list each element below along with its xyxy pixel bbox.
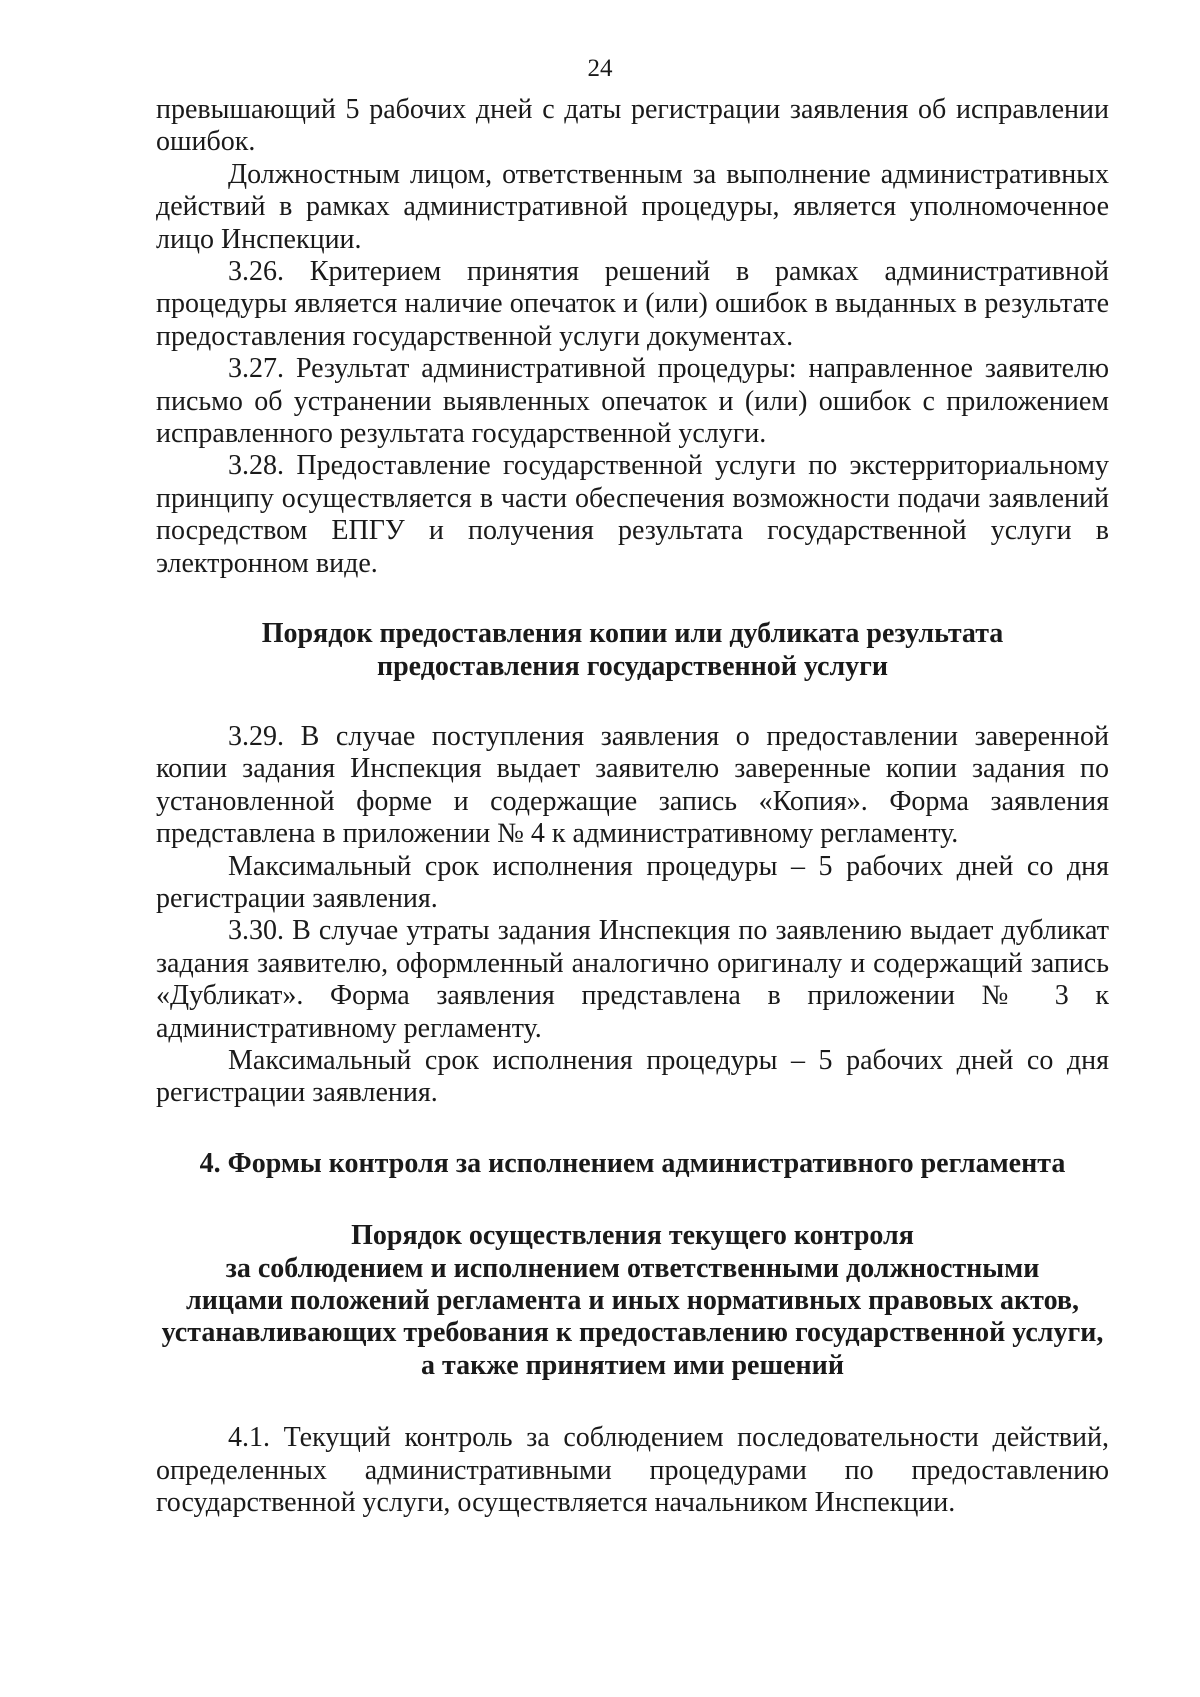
paragraph-responsible-official: Должностным лицом, ответственным за выполнение административных действий в рамках административной процедуры, является уполномоченное лицо Инспекции. bbox=[156, 158, 1109, 255]
paragraph-3-30: 3.30. В случае утраты задания Инспекция по заявлению выдает дубликат задания заявителю, оформленный аналогично оригиналу и содержащий запись «Дубликат». Форма заявления представлена в приложении № 3 к административному регламенту. bbox=[156, 915, 1109, 1044]
heading-line: Порядок предоставления копии или дубликата результата bbox=[261, 618, 1004, 650]
heading-line: предоставления государственной услуги bbox=[376, 650, 889, 682]
paragraph-3-28: 3.28. Предоставление государственной услуги по экстерриториальному принципу осуществляется в части обеспечения возможности подачи заявлений посредством ЕПГУ и получения результата государственной услуги в электронном виде. bbox=[156, 450, 1109, 579]
paragraph-3-29: 3.29. В случае поступления заявления о предоставлении заверенной копии задания Инспекция выдает заявителю заверенные копии задания по установленной форме и содержащие запись «Копия». Форма заявления представлена в приложении № 4 к административному регламенту. bbox=[156, 720, 1109, 850]
heading-line: лицами положений регламента и иных нормативных правовых актов, bbox=[185, 1285, 1079, 1316]
paragraph-max-term-duplicate: Максимальный срок исполнения процедуры – 5 рабочих дней со дня регистрации заявления. bbox=[156, 1044, 1109, 1109]
paragraph-max-term-copy: Максимальный срок исполнения процедуры – 5 рабочих дней со дня регистрации заявления. bbox=[156, 850, 1109, 914]
heading-line: за соблюдением и исполнением ответственными должностными bbox=[225, 1252, 1040, 1284]
paragraph-4-1: 4.1. Текущий контроль за соблюдением последовательности действий, определенных административными процедурами по предоставлению государственной услуги, осуществляется начальником Инспекции. bbox=[156, 1422, 1109, 1519]
section-heading-copy-duplicate bbox=[156, 618, 1109, 683]
paragraph-3-27: 3.27. Результат административной процедуры: направленное заявителю письмо об устранении выявленных опечаток и (или) ошибок с приложением исправленного результата государственной услуги. bbox=[156, 353, 1109, 450]
paragraph-continuation: превышающий 5 рабочих дней с даты регистрации заявления об исправлении ошибок. bbox=[156, 94, 1109, 158]
heading-line: а также принятием ими решений bbox=[421, 1349, 844, 1381]
heading-line: устанавливающих требования к предоставлению государственной услуги, bbox=[161, 1317, 1104, 1349]
paragraph-3-26: 3.26. Критерием принятия решений в рамках административной процедуры является наличие опечаток и (или) ошибок в выданных в результате предоставления государственной услуги документах. bbox=[156, 256, 1109, 352]
heading-line: Порядок осуществления текущего контроля bbox=[351, 1220, 914, 1252]
chapter-4-heading: 4. Формы контроля за исполнением административного регламента bbox=[199, 1147, 1066, 1179]
page-content bbox=[156, 94, 1109, 1519]
page-number: 24 bbox=[587, 55, 613, 82]
section-heading-current-control bbox=[156, 1220, 1109, 1382]
